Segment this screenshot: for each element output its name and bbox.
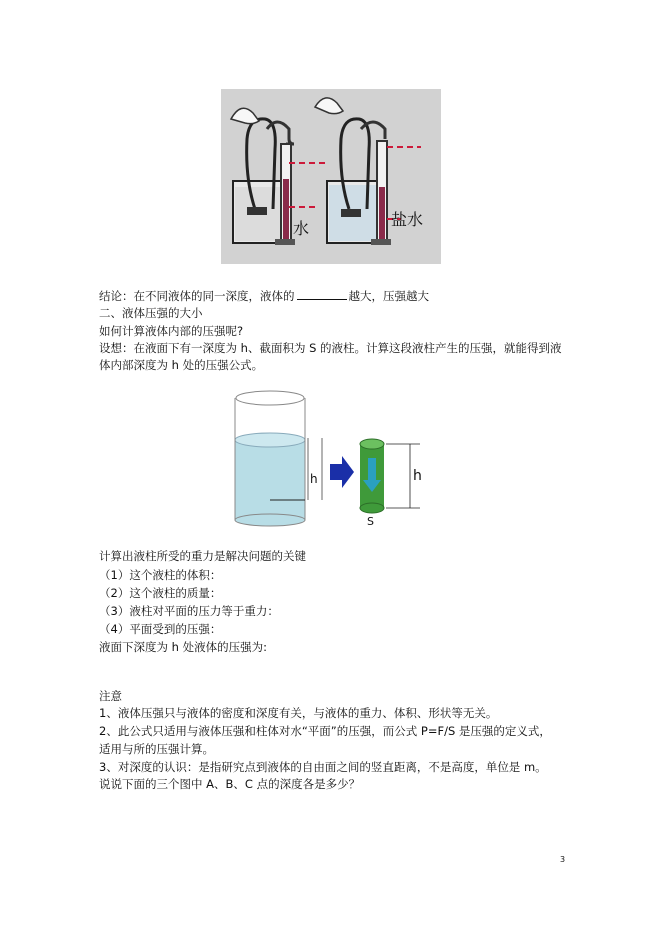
notes-title: 注意 [99, 689, 122, 703]
area-label: S [367, 515, 374, 528]
water-label: 水 [293, 219, 310, 238]
depth-label-left: h [310, 472, 318, 486]
question-line: 如何计算液体内部的压强呢? [99, 324, 244, 338]
pressure-at-depth: 液面下深度为 h 处液体的压强为: [99, 640, 267, 654]
note-2: 2、此公式只适用与液体压强和柱体对水“平面”的压强，而公式 P=F/S 是压强的定义式， [99, 724, 551, 738]
note-question: 说说下面的三个图中 A、B、C 点的深度各是多少？ [99, 777, 361, 791]
depth-label-right: h [413, 468, 422, 484]
pressure-gauge-figure [221, 89, 441, 264]
conclusion-line: 结论：在不同液体的同一深度，液体的 越大，压强越大 [99, 289, 429, 303]
hypothesis-line-1: 设想：在液面下有一深度为 h、截面积为 S 的液柱。计算这段液柱产生的压强，就能得到液 [99, 341, 562, 355]
key-point: 计算出液柱所受的重力是解决问题的关键 [99, 549, 306, 563]
hypothesis-line-2: 体内部深度为 h 处的压强公式。 [99, 358, 264, 372]
note-3: 3、对深度的认识：是指研究点到液体的自由面之间的竖直距离，不是高度，单位是 m。 [99, 760, 547, 774]
section-title: 二、液体压强的大小 [99, 306, 203, 320]
note-2-cont: 适用与所的压强计算。 [99, 742, 214, 756]
step-1: （1）这个液柱的体积： [99, 568, 222, 582]
liquid-column-figure [230, 388, 435, 528]
step-2: （2）这个液柱的质量： [99, 586, 222, 600]
fill-in-blank[interactable] [297, 289, 347, 300]
page-number: 3 [560, 855, 566, 864]
step-4: （4）平面受到的压强： [99, 622, 222, 636]
step-3: （3）液柱对平面的压力等于重力： [99, 604, 279, 618]
saltwater-label: 盐水 [391, 210, 424, 229]
note-1: 1、液体压强只与液体的密度和深度有关，与液体的重力、体积、形状等无关。 [99, 706, 498, 720]
